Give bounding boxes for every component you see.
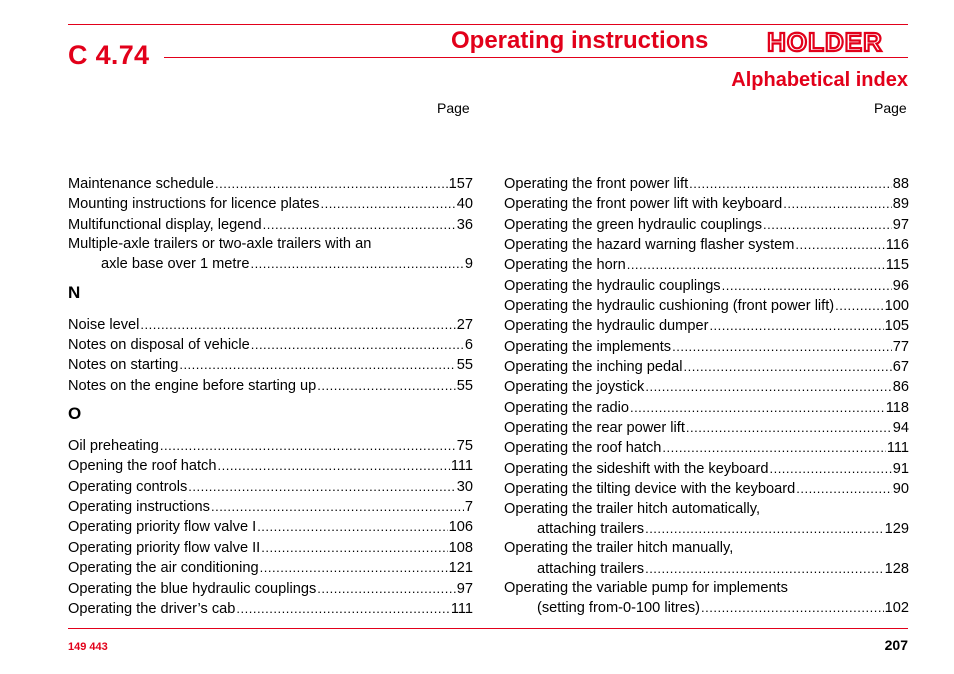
top-rule xyxy=(68,24,908,25)
index-entry: Opening the roof hatch ..... 111 xyxy=(68,456,473,476)
holder-logo xyxy=(748,29,902,55)
index-entry: Operating the joystick ..... 86 xyxy=(504,377,909,397)
index-entry: Operating the hydraulic cushioning (front power lift) ..... 100 xyxy=(504,296,909,316)
chapter-code: C 4.74 xyxy=(68,40,150,70)
page-label-left: Page xyxy=(437,100,470,116)
index-entry: attaching trailers ..... 129 xyxy=(504,519,909,539)
index-entry: Operating the front power lift with keyboard ..... 89 xyxy=(504,194,909,214)
index-entry: attaching trailers ..... 128 xyxy=(504,559,909,579)
index-column-left xyxy=(68,174,473,619)
index-entry: Operating priority flow valve II ..... 108 xyxy=(68,538,473,558)
title-rule xyxy=(164,57,908,58)
index-entry: Operating the air conditioning ..... 121 xyxy=(68,558,473,578)
document-title: Operating instructions xyxy=(451,27,709,54)
index-entry: Operating the horn ..... 115 xyxy=(504,255,909,275)
index-entry: Multifunctional display, legend ..... 36 xyxy=(68,215,473,235)
document-number: 149 443 xyxy=(68,641,108,653)
index-column-right xyxy=(504,174,909,619)
index-entry: Operating the radio ..... 118 xyxy=(504,398,909,418)
index-entry: Notes on disposal of vehicle ..... 6 xyxy=(68,335,473,355)
index-entry-line1: Operating the variable pump for implements xyxy=(504,579,788,596)
section-title: Alphabetical index xyxy=(731,69,908,91)
index-entry-line1: Operating the trailer hitch manually, xyxy=(504,540,734,557)
index-entry: axle base over 1 metre ..... 9 xyxy=(68,254,473,274)
letter-heading-n: N xyxy=(68,282,81,302)
index-entry: Operating the roof hatch ..... 111 xyxy=(504,438,909,458)
index-entry: Operating the hazard warning flasher system ..... 116 xyxy=(504,235,909,255)
index-entry: Operating the implements ..... 77 xyxy=(504,337,909,357)
index-entry-line1: Operating the trailer hitch automatically, xyxy=(504,500,761,517)
index-entry: Operating priority flow valve I ..... 106 xyxy=(68,517,473,537)
index-entry: Noise level ..... 27 xyxy=(68,315,473,335)
index-entry: Operating the tilting device with the keyboard ..... 90 xyxy=(504,479,909,499)
index-entry: Operating the blue hydraulic couplings ..... 97 xyxy=(68,579,473,599)
index-entry: Operating the inching pedal ..... 67 xyxy=(504,357,909,377)
index-entry: Notes on starting ..... 55 xyxy=(68,355,473,375)
index-entry: Oil preheating ..... 75 xyxy=(68,436,473,456)
index-entry: Operating the hydraulic dumper ..... 105 xyxy=(504,316,909,336)
page-label-right: Page xyxy=(874,100,907,116)
index-entry: Maintenance schedule ..... 157 xyxy=(68,174,473,194)
index-entry: Notes on the engine before starting up ..... 55 xyxy=(68,376,473,396)
index-entry: Operating controls ..... 30 xyxy=(68,477,473,497)
index-entry: Operating the green hydraulic couplings ..... 97 xyxy=(504,215,909,235)
index-entry: Operating the sideshift with the keyboard ..... 91 xyxy=(504,459,909,479)
svg-text:HOLDER: HOLDER xyxy=(767,29,883,55)
index-entry-line1: Multiple-axle trailers or two-axle trailers with an xyxy=(68,236,372,253)
index-entry: Mounting instructions for licence plates ..... 40 xyxy=(68,194,473,214)
index-entry: Operating the driver’s cab ..... 111 xyxy=(68,599,473,619)
index-entry: (setting from-0-100 litres) ..... 102 xyxy=(504,598,909,618)
footer-rule xyxy=(68,628,908,629)
index-entry: Operating instructions ..... 7 xyxy=(68,497,473,517)
page-number: 207 xyxy=(884,637,908,653)
index-entry: Operating the hydraulic couplings ..... 96 xyxy=(504,276,909,296)
index-entry: Operating the front power lift ..... 88 xyxy=(504,174,909,194)
index-entry: Operating the rear power lift ..... 94 xyxy=(504,418,909,438)
letter-heading-o: O xyxy=(68,404,82,424)
